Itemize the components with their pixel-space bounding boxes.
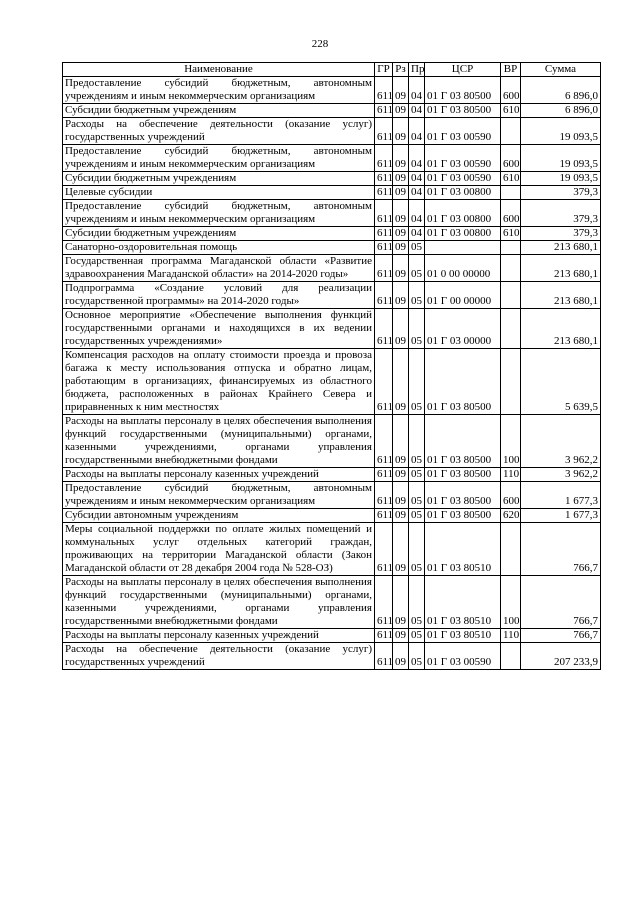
table-row — [63, 415, 601, 468]
table-body — [63, 77, 601, 670]
row-csr: 01 0 00 00000 — [425, 255, 501, 282]
table-row — [63, 643, 601, 670]
row-vr: 610 — [501, 172, 521, 186]
row-sum: 213 680,1 — [521, 309, 601, 349]
row-csr: 01 Г 03 00590 — [425, 118, 501, 145]
row-vr — [501, 309, 521, 349]
row-csr: 01 Г 03 80500 — [425, 415, 501, 468]
row-sum: 213 680,1 — [521, 255, 601, 282]
row-vr: 110 — [501, 629, 521, 643]
row-csr: 01 Г 03 00000 — [425, 309, 501, 349]
row-vr: 610 — [501, 104, 521, 118]
table-header-row — [63, 63, 601, 77]
row-sum: 6 896,0 — [521, 104, 601, 118]
row-pr: 04 — [409, 227, 425, 241]
row-csr: 01 Г 03 00590 — [425, 643, 501, 670]
row-pr: 05 — [409, 415, 425, 468]
table-row — [63, 629, 601, 643]
row-pr: 04 — [409, 172, 425, 186]
row-csr: 01 Г 03 80510 — [425, 523, 501, 576]
table-row — [63, 118, 601, 145]
row-vr: 600 — [501, 77, 521, 104]
row-gr: 611 — [375, 349, 393, 415]
row-gr: 611 — [375, 415, 393, 468]
row-pr: 04 — [409, 118, 425, 145]
row-rz: 09 — [393, 415, 409, 468]
table-row — [63, 200, 601, 227]
column-header-csr: ЦСР — [425, 63, 501, 77]
table-row — [63, 77, 601, 104]
row-vr: 600 — [501, 200, 521, 227]
row-vr — [501, 241, 521, 255]
row-csr: 01 Г 00 00000 — [425, 282, 501, 309]
row-sum: 1 677,3 — [521, 509, 601, 523]
row-csr: 01 Г 03 80510 — [425, 629, 501, 643]
row-rz: 09 — [393, 629, 409, 643]
row-vr: 100 — [501, 415, 521, 468]
row-gr: 611 — [375, 104, 393, 118]
column-header-name: Наименование — [63, 63, 375, 77]
row-sum: 1 677,3 — [521, 482, 601, 509]
row-sum: 3 962,2 — [521, 415, 601, 468]
row-pr: 05 — [409, 309, 425, 349]
table-row — [63, 309, 601, 349]
row-rz: 09 — [393, 186, 409, 200]
row-pr: 04 — [409, 186, 425, 200]
row-pr: 05 — [409, 255, 425, 282]
row-sum: 19 093,5 — [521, 172, 601, 186]
table-row — [63, 349, 601, 415]
row-name: Субсидии бюджетным учреждениям — [63, 227, 375, 241]
row-pr: 04 — [409, 104, 425, 118]
row-rz: 09 — [393, 523, 409, 576]
row-pr: 04 — [409, 200, 425, 227]
row-sum: 213 680,1 — [521, 241, 601, 255]
table-row — [63, 172, 601, 186]
row-sum: 19 093,5 — [521, 145, 601, 172]
row-rz: 09 — [393, 643, 409, 670]
row-vr — [501, 186, 521, 200]
table-row — [63, 145, 601, 172]
row-csr: 01 Г 03 00800 — [425, 227, 501, 241]
row-gr: 611 — [375, 282, 393, 309]
row-vr: 600 — [501, 482, 521, 509]
row-name: Расходы на выплаты персоналу в целях обеспечения выполнения функций государственными (муниципальными) органами, казенными учреждениями, органами управления государственными внебюджетными фондами — [63, 576, 375, 629]
row-name: Подпрограмма «Создание условий для реализации государственной программы» на 2014-2020 годы» — [63, 282, 375, 309]
row-gr: 611 — [375, 172, 393, 186]
row-vr — [501, 643, 521, 670]
row-gr: 611 — [375, 576, 393, 629]
row-vr: 600 — [501, 145, 521, 172]
row-rz: 09 — [393, 227, 409, 241]
row-pr: 05 — [409, 509, 425, 523]
row-csr: 01 Г 03 80500 — [425, 77, 501, 104]
row-name: Основное мероприятие «Обеспечение выполнения функций государственными органами и находящихся в их ведении государственных учреждениями» — [63, 309, 375, 349]
column-header-sum: Сумма — [521, 63, 601, 77]
row-gr: 611 — [375, 255, 393, 282]
row-csr: 01 Г 03 80510 — [425, 576, 501, 629]
row-name: Предоставление субсидий бюджетным, автономным учреждениям и иным некоммерческим организациям — [63, 145, 375, 172]
row-gr: 611 — [375, 118, 393, 145]
row-rz: 09 — [393, 482, 409, 509]
row-pr: 05 — [409, 468, 425, 482]
row-vr — [501, 282, 521, 309]
row-vr — [501, 118, 521, 145]
row-csr: 01 Г 03 80500 — [425, 349, 501, 415]
table-row — [63, 227, 601, 241]
table-row — [63, 509, 601, 523]
row-name: Предоставление субсидий бюджетным, автономным учреждениям и иным некоммерческим организациям — [63, 200, 375, 227]
row-csr: 01 Г 03 80500 — [425, 104, 501, 118]
row-pr: 05 — [409, 241, 425, 255]
row-vr: 110 — [501, 468, 521, 482]
row-vr: 620 — [501, 509, 521, 523]
row-pr: 05 — [409, 629, 425, 643]
row-sum: 6 896,0 — [521, 77, 601, 104]
table-row — [63, 241, 601, 255]
column-header-gr: ГР — [375, 63, 393, 77]
row-rz: 09 — [393, 241, 409, 255]
row-pr: 04 — [409, 145, 425, 172]
row-rz: 09 — [393, 468, 409, 482]
row-csr: 01 Г 03 00590 — [425, 145, 501, 172]
table-row — [63, 104, 601, 118]
row-gr: 611 — [375, 309, 393, 349]
row-sum: 213 680,1 — [521, 282, 601, 309]
row-name: Компенсация расходов на оплату стоимости проезда и провоза багажа к месту использования отпуска и обратно лицам, работающим в организациях, финансируемых из областного бюджета, расположенных в районах Крайнего Севера и приравненных к ним местностях — [63, 349, 375, 415]
table-row — [63, 282, 601, 309]
row-gr: 611 — [375, 186, 393, 200]
row-sum: 766,7 — [521, 576, 601, 629]
row-vr — [501, 523, 521, 576]
row-sum: 379,3 — [521, 227, 601, 241]
row-csr: 01 Г 03 00590 — [425, 172, 501, 186]
row-rz: 09 — [393, 77, 409, 104]
row-gr: 611 — [375, 523, 393, 576]
table-row — [63, 523, 601, 576]
row-gr: 611 — [375, 227, 393, 241]
row-name: Меры социальной поддержки по оплате жилых помещений и коммунальных услуг отдельных категорий граждан, проживающих на территории Магаданской области (Закон Магаданской области от 28 декабря 2004 года № 528-ОЗ) — [63, 523, 375, 576]
row-sum: 19 093,5 — [521, 118, 601, 145]
budget-table — [62, 62, 601, 670]
row-name: Расходы на выплаты персоналу казенных учреждений — [63, 468, 375, 482]
row-rz: 09 — [393, 309, 409, 349]
row-rz: 09 — [393, 255, 409, 282]
table-row — [63, 482, 601, 509]
row-name: Предоставление субсидий бюджетным, автономным учреждениям и иным некоммерческим организациям — [63, 77, 375, 104]
table-row — [63, 576, 601, 629]
row-sum: 766,7 — [521, 629, 601, 643]
row-pr: 05 — [409, 523, 425, 576]
row-csr: 01 Г 03 80500 — [425, 482, 501, 509]
row-gr: 611 — [375, 200, 393, 227]
row-pr: 05 — [409, 482, 425, 509]
row-sum: 379,3 — [521, 186, 601, 200]
row-rz: 09 — [393, 576, 409, 629]
row-name: Расходы на обеспечение деятельности (оказание услуг) государственных учреждений — [63, 643, 375, 670]
row-csr: 01 Г 03 80500 — [425, 468, 501, 482]
row-sum: 5 639,5 — [521, 349, 601, 415]
row-vr: 610 — [501, 227, 521, 241]
row-vr — [501, 349, 521, 415]
row-sum: 3 962,2 — [521, 468, 601, 482]
row-pr: 05 — [409, 643, 425, 670]
row-pr: 05 — [409, 282, 425, 309]
row-sum: 207 233,9 — [521, 643, 601, 670]
row-name: Расходы на выплаты персоналу казенных учреждений — [63, 629, 375, 643]
row-vr — [501, 255, 521, 282]
row-gr: 611 — [375, 468, 393, 482]
row-name: Субсидии бюджетным учреждениям — [63, 172, 375, 186]
row-name: Расходы на выплаты персоналу в целях обеспечения выполнения функций государственными (муниципальными) органами, казенными учреждениями, органами управления государственными внебюджетными фондами — [63, 415, 375, 468]
row-sum: 379,3 — [521, 200, 601, 227]
row-csr — [425, 241, 501, 255]
row-rz: 09 — [393, 349, 409, 415]
row-rz: 09 — [393, 104, 409, 118]
row-rz: 09 — [393, 509, 409, 523]
row-gr: 611 — [375, 145, 393, 172]
row-gr: 611 — [375, 482, 393, 509]
row-pr: 05 — [409, 349, 425, 415]
row-rz: 09 — [393, 282, 409, 309]
row-name: Предоставление субсидий бюджетным, автономным учреждениям и иным некоммерческим организациям — [63, 482, 375, 509]
row-csr: 01 Г 03 80500 — [425, 509, 501, 523]
row-name: Санаторно-оздоровительная помощь — [63, 241, 375, 255]
row-gr: 611 — [375, 241, 393, 255]
row-vr: 100 — [501, 576, 521, 629]
row-gr: 611 — [375, 77, 393, 104]
row-gr: 611 — [375, 509, 393, 523]
row-csr: 01 Г 03 00800 — [425, 186, 501, 200]
row-name: Расходы на обеспечение деятельности (оказание услуг) государственных учреждений — [63, 118, 375, 145]
column-header-rz: Рз — [393, 63, 409, 77]
table-row — [63, 186, 601, 200]
row-rz: 09 — [393, 172, 409, 186]
table-row — [63, 468, 601, 482]
page-number: 228 — [311, 38, 329, 50]
row-pr: 04 — [409, 77, 425, 104]
row-gr: 611 — [375, 643, 393, 670]
row-name: Государственная программа Магаданской области «Развитие здравоохранения Магаданской области» на 2014-2020 годы» — [63, 255, 375, 282]
row-csr: 01 Г 03 00800 — [425, 200, 501, 227]
row-gr: 611 — [375, 629, 393, 643]
row-rz: 09 — [393, 145, 409, 172]
table-row — [63, 255, 601, 282]
column-header-pr: Пр — [409, 63, 425, 77]
row-name: Целевые субсидии — [63, 186, 375, 200]
row-name: Субсидии автономным учреждениям — [63, 509, 375, 523]
row-pr: 05 — [409, 576, 425, 629]
column-header-vr: ВР — [501, 63, 521, 77]
row-rz: 09 — [393, 118, 409, 145]
row-rz: 09 — [393, 200, 409, 227]
row-sum: 766,7 — [521, 523, 601, 576]
row-name: Субсидии бюджетным учреждениям — [63, 104, 375, 118]
